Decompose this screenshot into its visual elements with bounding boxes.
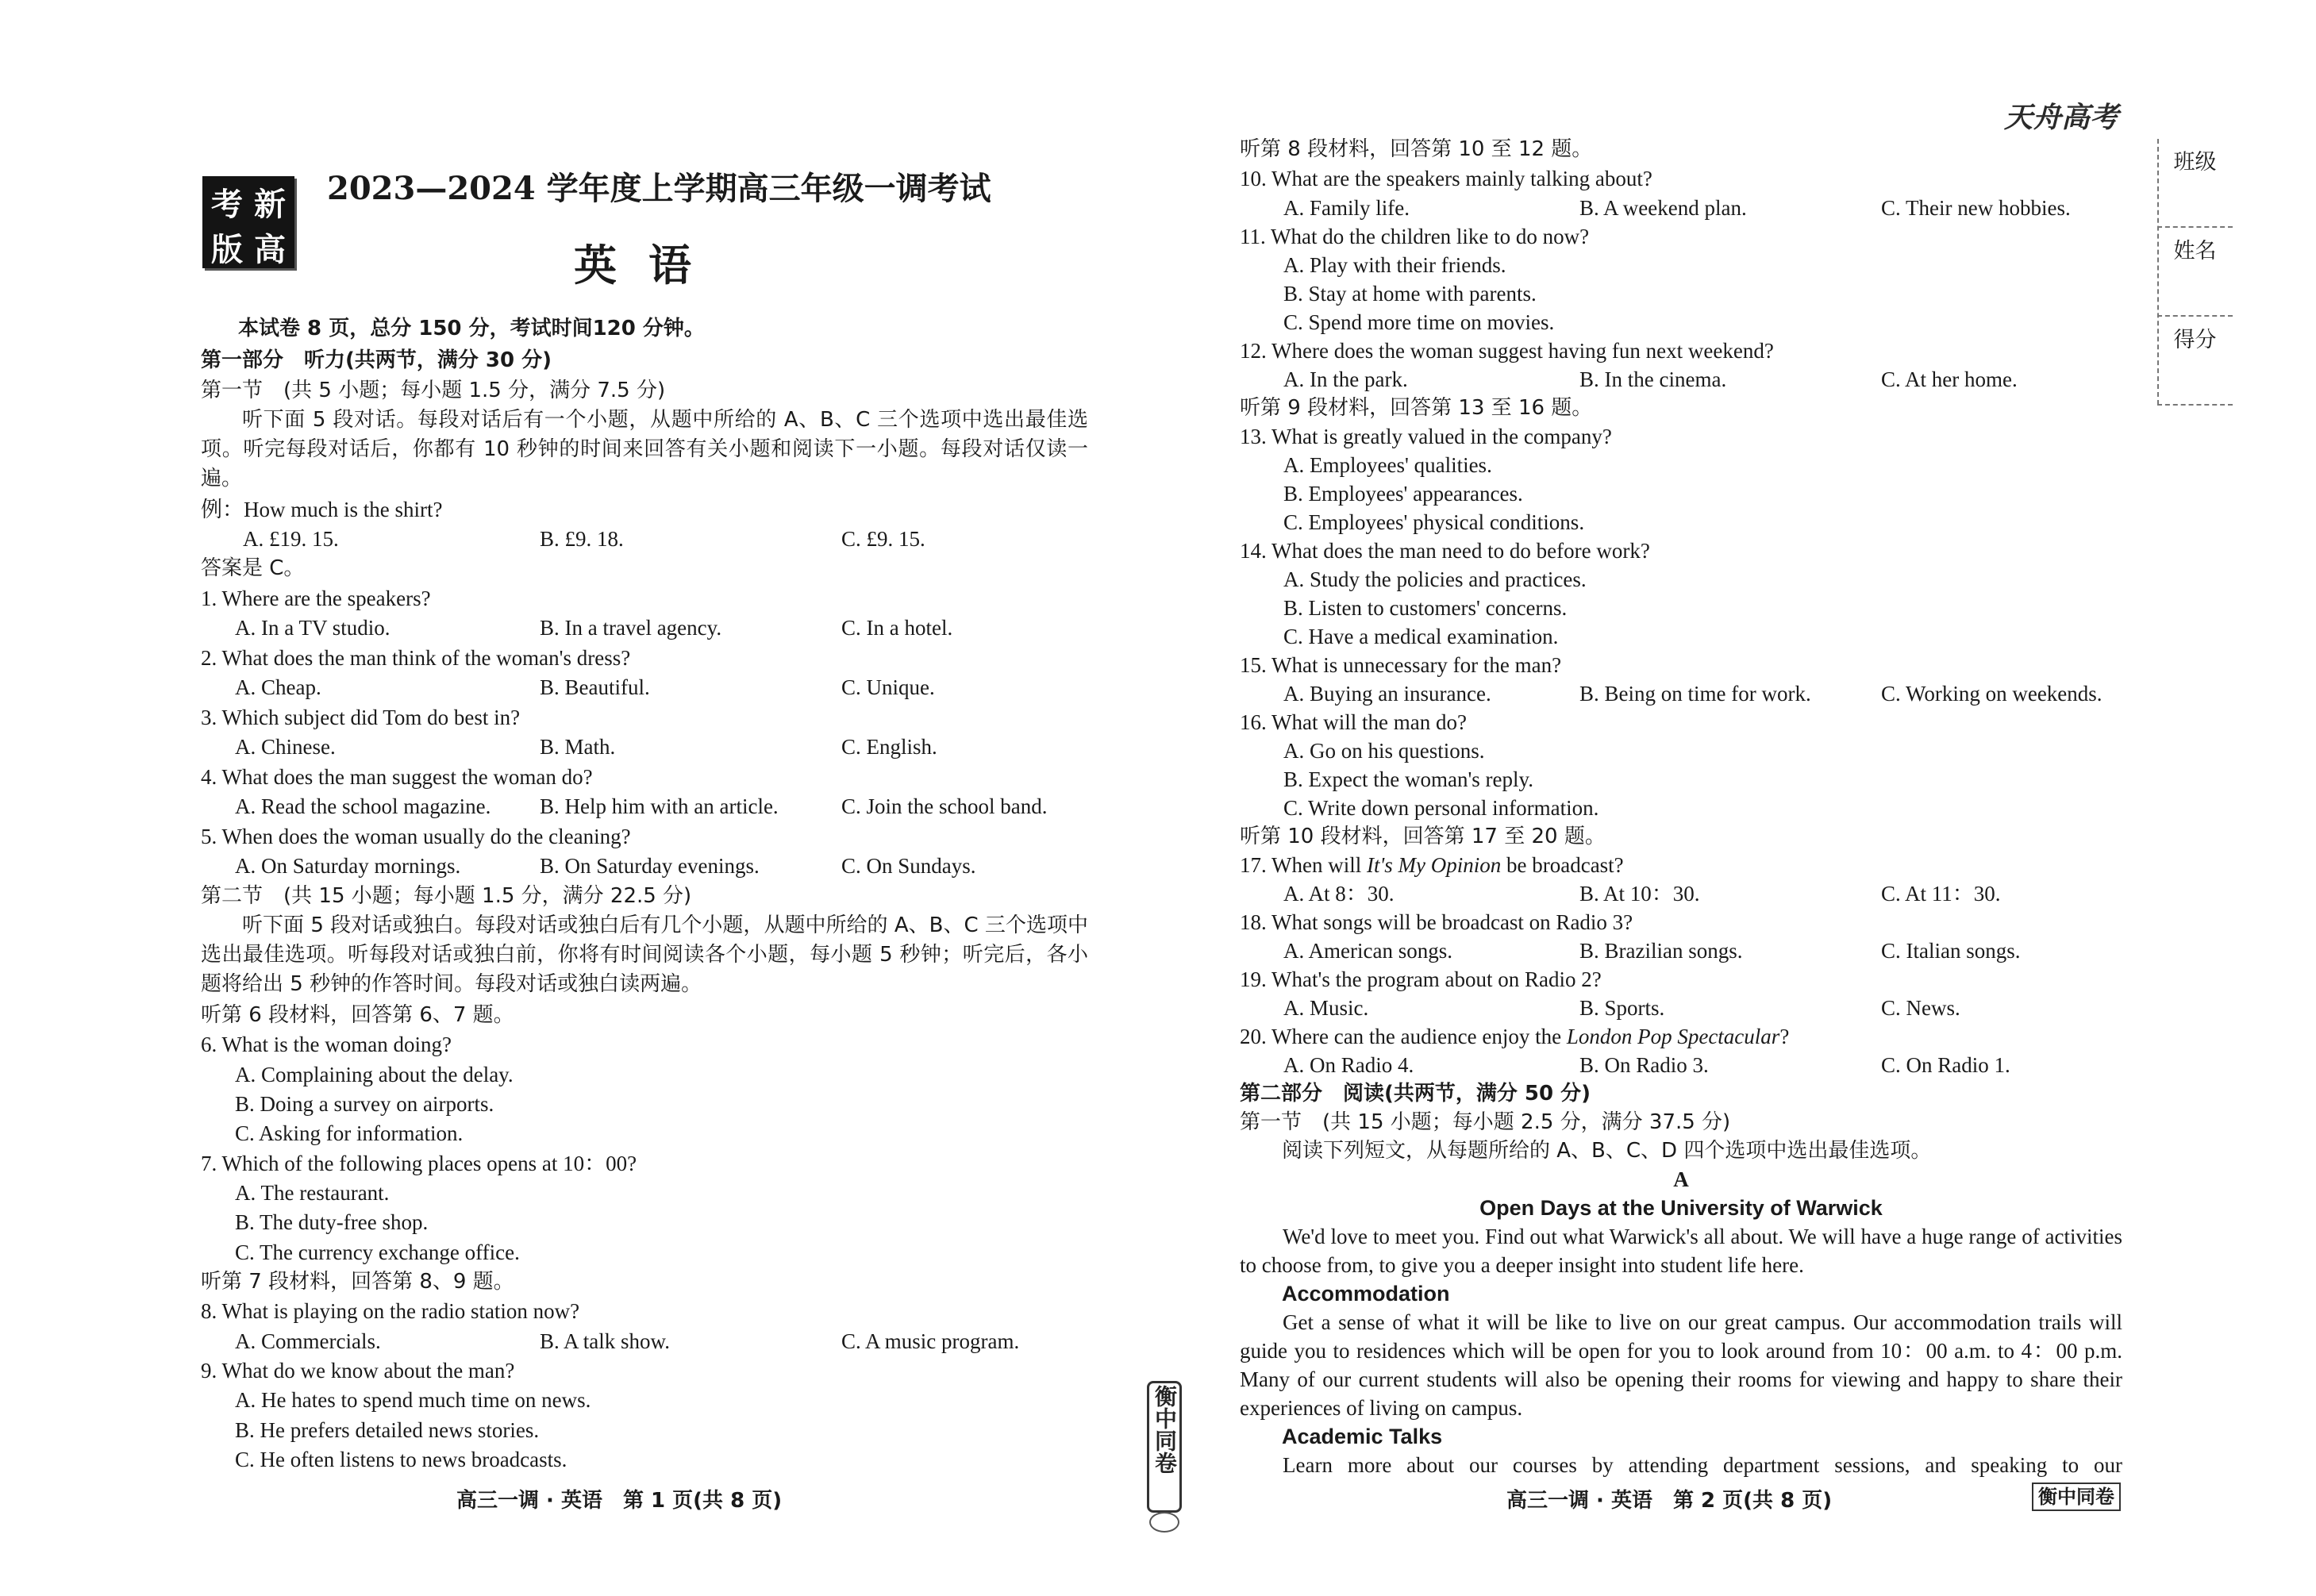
option: A. Buying an insurance. bbox=[1283, 682, 1491, 706]
option: C. Spend more time on movies. bbox=[1283, 310, 1555, 334]
option: C. On Sundays. bbox=[841, 854, 976, 878]
question: 9. What do we know about the man? bbox=[201, 1359, 515, 1383]
question: 12. Where does the woman suggest having fun next weekend? bbox=[1240, 339, 1774, 363]
section2-instructions: 听下面 5 段对话或独白。每段对话或独白后有几个小题，从题中所给的 A、B、C 三个选项中选出最佳选项。听每段对话或独白前，你将有时间阅读各个小题，每小题 5 秒钟；听完后，各小题将给出 5 秒钟的作答时间。每段对话或独白读两遍。 bbox=[201, 913, 1088, 996]
option: C. Asking for information. bbox=[235, 1121, 464, 1145]
example-question: 例：How much is the shirt? bbox=[201, 498, 443, 521]
material-10-header: 听第 10 段材料，回答第 17 至 20 题。 bbox=[1240, 825, 1606, 848]
question: 18. What songs will be broadcast on Radio 3? bbox=[1240, 910, 1633, 934]
question-text: be broadcast? bbox=[1501, 853, 1624, 877]
program-title: London Pop Spectacular bbox=[1566, 1025, 1780, 1048]
seal-text: 衡中同卷 bbox=[1152, 1385, 1178, 1474]
option: C. Have a medical examination. bbox=[1283, 625, 1559, 648]
option: A. Chinese. bbox=[235, 735, 336, 759]
option: B. On Saturday evenings. bbox=[540, 854, 760, 878]
passage-paragraph: We'd love to meet you. Find out what Warwick's all about. We will have a huge range of activities to choose from, to give you a deeper insight into student life here. bbox=[1240, 1225, 2122, 1277]
material-6-header: 听第 6 段材料，回答第 6、7 题。 bbox=[201, 1003, 514, 1027]
section1-header: 第一节 (共 5 小题；每小题 1.5 分，满分 7.5 分) bbox=[201, 379, 666, 402]
option: B. Sports. bbox=[1579, 996, 1665, 1020]
program-title: It's My Opinion bbox=[1366, 853, 1502, 877]
question: 16. What will the man do? bbox=[1240, 710, 1467, 734]
brand-logo: 天舟高考 bbox=[2004, 102, 2119, 134]
score-label: 得分 bbox=[2173, 328, 2217, 352]
question: 8. What is playing on the radio station now? bbox=[201, 1299, 580, 1323]
option: C. Join the school band. bbox=[841, 794, 1048, 818]
option: C. At her home. bbox=[1881, 367, 2018, 391]
passage-title: Open Days at the University of Warwick bbox=[1479, 1196, 1883, 1220]
badge-char: 版 bbox=[211, 232, 243, 268]
question-text: 20. Where can the audience enjoy the bbox=[1240, 1025, 1567, 1048]
subject-title: 英语 bbox=[574, 240, 723, 290]
question: 11. What do the children like to do now? bbox=[1240, 225, 1590, 248]
question: 2. What does the man think of the woman's dress? bbox=[201, 646, 631, 670]
option: C. In a hotel. bbox=[841, 616, 953, 640]
option: B. Doing a survey on airports. bbox=[235, 1092, 494, 1116]
badge-char: 高 bbox=[254, 232, 286, 268]
option: B. Stay at home with parents. bbox=[1283, 282, 1537, 306]
publisher-stamp: 衡中同卷 bbox=[2032, 1483, 2121, 1511]
seal-ornament bbox=[1149, 1512, 1179, 1533]
option: A. Complaining about the delay. bbox=[235, 1063, 514, 1086]
question: 5. When does the woman usually do the cleaning? bbox=[201, 825, 631, 848]
page-1 bbox=[0, 0, 1143, 1596]
option: A. In the park. bbox=[1283, 367, 1408, 391]
part1-header: 第一部分 听力(共两节，满分 30 分) bbox=[201, 348, 552, 372]
question: 1. Where are the speakers? bbox=[201, 586, 431, 610]
question: 7. Which of the following places opens at 10：00? bbox=[201, 1152, 637, 1175]
option: A. Go on his questions. bbox=[1283, 739, 1485, 763]
question bbox=[1240, 1022, 1789, 1051]
option: B. He prefers detailed news stories. bbox=[235, 1418, 540, 1442]
option: C. At 11：30. bbox=[1881, 882, 2001, 906]
option: B. Employees' appearances. bbox=[1283, 482, 1523, 506]
option: A. American songs. bbox=[1283, 939, 1452, 963]
center-seal bbox=[1147, 1381, 1182, 1513]
part2-header: 第二部分 阅读(共两节，满分 50 分) bbox=[1240, 1082, 1591, 1106]
option: A. Family life. bbox=[1283, 196, 1410, 220]
question: 6. What is the woman doing? bbox=[201, 1033, 452, 1056]
option: B. At 10：30. bbox=[1579, 882, 1700, 906]
option: C. Write down personal information. bbox=[1283, 796, 1599, 820]
option: B. Beautiful. bbox=[540, 675, 650, 699]
option: C. Italian songs. bbox=[1881, 939, 2021, 963]
option: A. Read the school magazine. bbox=[235, 794, 491, 818]
option: B. Math. bbox=[540, 735, 616, 759]
page-footer: 高三一调 · 英语 第 1 页(共 8 页) bbox=[456, 1489, 783, 1513]
option: B. The duty-free shop. bbox=[235, 1210, 429, 1234]
option: C. Unique. bbox=[841, 675, 935, 699]
material-8-header: 听第 8 段材料，回答第 10 至 12 题。 bbox=[1240, 137, 1593, 161]
option: C. On Radio 1. bbox=[1881, 1053, 2010, 1077]
option: A. In a TV studio. bbox=[235, 616, 390, 640]
passage-paragraph: Learn more about our courses by attending department sessions, and speaking to our bbox=[1283, 1453, 2122, 1477]
option: A. Music. bbox=[1283, 996, 1369, 1020]
option: B. In the cinema. bbox=[1579, 367, 1727, 391]
badge-char: 新 bbox=[254, 187, 286, 223]
name-label: 姓名 bbox=[2173, 239, 2217, 263]
section1-instructions: 听下面 5 段对话。每段对话后有一个小题，从题中所给的 A、B、C 三个选项中选出最佳选项。听完每段对话后，你都有 10 秒钟的时间来回答有关小题和阅读下一小题。每段对话仅读一遍。 bbox=[201, 408, 1088, 490]
option: A. Study the policies and practices. bbox=[1283, 567, 1587, 591]
option: B. A weekend plan. bbox=[1579, 196, 1747, 220]
option: B. A talk show. bbox=[540, 1329, 671, 1353]
question: 10. What are the speakers mainly talking about? bbox=[1240, 167, 1652, 190]
question: 13. What is greatly valued in the company? bbox=[1240, 425, 1612, 448]
option: B. Brazilian songs. bbox=[1579, 939, 1743, 963]
option: A. Commercials. bbox=[235, 1329, 381, 1353]
question: 19. What's the program about on Radio 2? bbox=[1240, 967, 1602, 991]
option: A. On Radio 4. bbox=[1283, 1053, 1414, 1077]
question bbox=[1240, 851, 1624, 879]
option: B. On Radio 3. bbox=[1579, 1053, 1709, 1077]
question: 4. What does the man suggest the woman do? bbox=[201, 765, 593, 789]
example-answer: 答案是 C。 bbox=[201, 556, 305, 580]
passage-letter: A bbox=[1673, 1167, 1689, 1191]
option: B. Being on time for work. bbox=[1579, 682, 1811, 706]
question-text: ? bbox=[1779, 1025, 1790, 1048]
option: C. Employees' physical conditions. bbox=[1283, 510, 1585, 534]
option: C. He often listens to news broadcasts. bbox=[235, 1448, 567, 1471]
passage-paragraph: Get a sense of what it will be like to live on our great campus. Our accommodation trails will guide you to residences which will be open for you to look around from 10：00 a.m. to 4：00 p.m. Many of our current students will also be opening their rooms for viewing and happy to share their experiences of living on campus. bbox=[1240, 1310, 2122, 1420]
page-footer: 高三一调 · 英语 第 2 页(共 8 页) bbox=[1506, 1489, 1833, 1513]
badge-char: 考 bbox=[211, 187, 243, 223]
example-option-c: C. £9. 15. bbox=[841, 527, 925, 551]
option: B. Expect the woman's reply. bbox=[1283, 767, 1534, 791]
option: B. In a travel agency. bbox=[540, 616, 722, 640]
example-option-b: B. £9. 18. bbox=[540, 527, 624, 551]
new-exam-badge bbox=[202, 176, 294, 268]
option: B. Help him with an article. bbox=[540, 794, 779, 818]
option: A. The restaurant. bbox=[235, 1181, 390, 1205]
question-text: 17. When will bbox=[1240, 853, 1367, 877]
exam-title: 2023—2024 学年度上学期高三年级一调考试 bbox=[327, 170, 991, 207]
passage-heading-accommodation: Accommodation bbox=[1282, 1282, 1450, 1306]
option: A. On Saturday mornings. bbox=[235, 854, 461, 878]
section2-header: 第二节 (共 15 小题；每小题 1.5 分，满分 22.5 分) bbox=[201, 884, 692, 908]
option: C. Their new hobbies. bbox=[1881, 196, 2071, 220]
option: A. Employees' qualities. bbox=[1283, 453, 1492, 477]
option: C. English. bbox=[841, 735, 937, 759]
option: C. The currency exchange office. bbox=[235, 1240, 520, 1264]
option: A. Play with their friends. bbox=[1283, 253, 1506, 277]
option: C. News. bbox=[1881, 996, 1960, 1020]
material-7-header: 听第 7 段材料，回答第 8、9 题。 bbox=[201, 1270, 514, 1294]
option: A. He hates to spend much time on news. bbox=[235, 1388, 591, 1412]
example-option-a: A. £19. 15. bbox=[243, 527, 339, 551]
class-label: 班级 bbox=[2173, 150, 2217, 175]
option: A. Cheap. bbox=[235, 675, 321, 699]
passage-heading-academic-talks: Academic Talks bbox=[1282, 1425, 1443, 1448]
material-9-header: 听第 9 段材料，回答第 13 至 16 题。 bbox=[1240, 396, 1593, 420]
option: C. A music program. bbox=[841, 1329, 1020, 1353]
option: B. Listen to customers' concerns. bbox=[1283, 596, 1568, 620]
option: C. Working on weekends. bbox=[1881, 682, 2102, 706]
part2-section1-header: 第一节 (共 15 小题；每小题 2.5 分，满分 37.5 分) bbox=[1240, 1110, 1731, 1134]
question: 14. What does the man need to do before work? bbox=[1240, 539, 1650, 563]
part2-instructions: 阅读下列短文，从每题所给的 A、B、C、D 四个选项中选出最佳选项。 bbox=[1282, 1139, 1932, 1163]
question: 3. Which subject did Tom do best in? bbox=[201, 706, 521, 729]
option: A. At 8：30. bbox=[1283, 882, 1395, 906]
page-2 bbox=[1183, 0, 2316, 1596]
exam-intro: 本试卷 8 页，总分 150 分，考试时间120 分钟。 bbox=[238, 317, 705, 340]
question: 15. What is unnecessary for the man? bbox=[1240, 653, 1562, 677]
